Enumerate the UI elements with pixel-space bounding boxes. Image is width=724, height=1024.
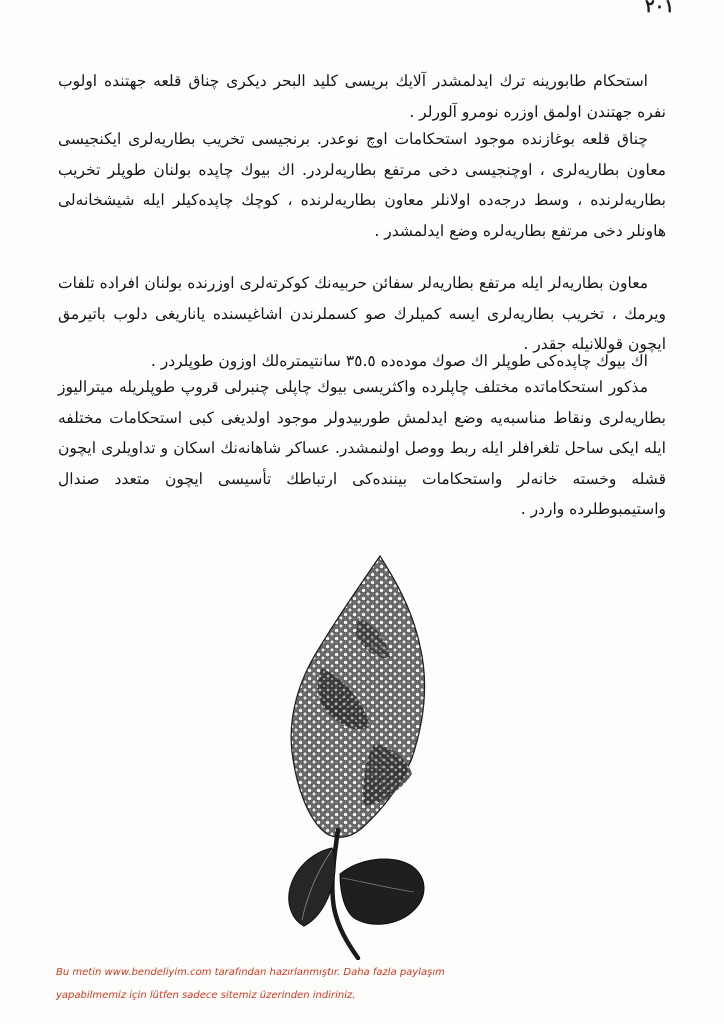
paragraph-5: [58, 372, 666, 525]
paragraph-text: استحکام طابورینه ترك ایدلمشدر آلایك بریسی کلید البحر دیکری چناق قلعه جهتنده اولوب نفره جهتندن اولمق اوزره نومرو آلورلر .: [58, 72, 666, 121]
footer-suffix: tarafından hazırlanmıştır. Daha fazla paylaşım: [211, 967, 445, 978]
lilac-flower-illustration: [262, 548, 442, 960]
paragraph-2: [58, 124, 666, 246]
paragraph-text: معاون بطاریه‌لر ایله مرتفع بطاریه‌لر سفائن حربیه‌نك کوکرته‌لری اوزرنده بولنان افراده تلفات ویرمك ، تخریب بطاریه‌لری ایسه کمیلرك صو کسملرندن اشاغیسنده یاناریغی دلوب باتیرمق ایچون قوللانیله جقدر .: [58, 274, 666, 353]
paragraph-text: چناق قلعه بوغازنده موجود استحکامات اوچ نوعدر. برنجیسی تخریب بطاریه‌لری ایکنجیسی معاون بطاریه‌لری ، اوچنجیسی دخی مرتفع بطاریه‌لردر. اك بیوك چاپده بولنان طوپلر تخریب بطاریه‌لرنده ، وسط درجه‌ده اولانلر معاون بطاریه‌لرنده ، کوچك چاپده‌کیلر ایله شیشخانه‌لی هاونلر دخی مرتفع بطاریه‌لره وضع ایدلمشدر .: [58, 130, 666, 240]
footer-prefix: Bu metin: [56, 967, 105, 978]
footer-note-line-1: [56, 966, 526, 980]
footer-note-line-2: yapabilmemiz için lütfen sadece sitemiz üzerinden indiriniz.: [56, 990, 356, 1001]
website-link[interactable]: www.bendeliyim.com: [104, 967, 212, 978]
paragraph-text: اك بیوك چاپده‌کی طوپلر اك صوك موده‌ده ٣٥.٥ سانتیمترەلك اوزون طوپلردر .: [150, 352, 648, 370]
paragraph-text: مذکور استحکاماتده مختلف چاپلرده واکثریسی بیوك چاپلی چنبرلی قروپ طوپلریله میترالیوز بطاریه‌لری ونقاط مناسبه‌یه وضع ایدلمش طوربیدولر موجود اولدیغی کبی استحکامات مختلفه ایله ایکی ساحل تلغرافلر ایله ربط ووصل اولنمشدر. عساکر شاهانه‌نك اسکان و تداویلری ایچون قشله وخسته خانه‌لر واستحکامات بیننده‌کی ارتباطك تأسیسی ایچون متعدد صندال واستیمبوطلرده واردر .: [58, 378, 666, 518]
paragraph-1: [58, 66, 666, 127]
page-number: ٢٠١: [644, 0, 674, 17]
